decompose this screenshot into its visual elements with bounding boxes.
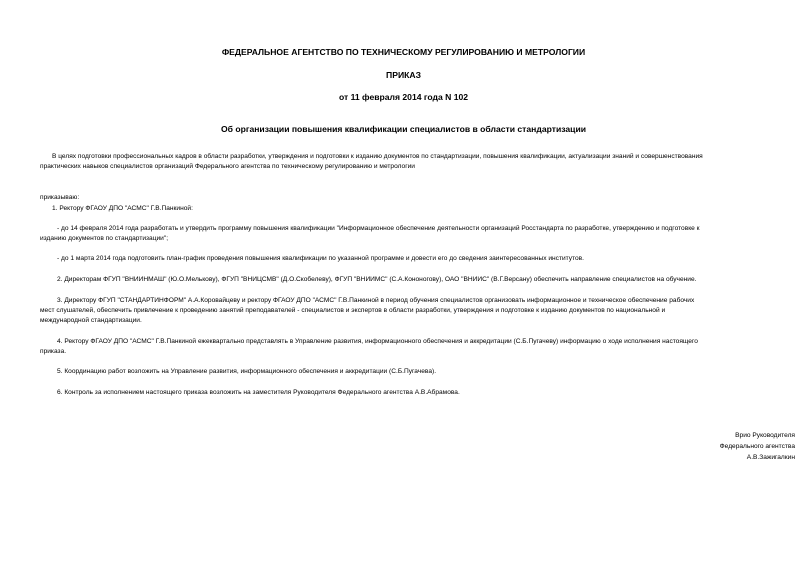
doc-subject: Об организации повышения квалификации специалистов в области стандартизации [220,124,587,134]
intro-line-1: В целях подготовки профессиональных кадров в области разработки, утверждения и подготовки к изданию документов по стандартизации, повышения квалификации, актуализации знаний и совершенствования [52,153,703,160]
item-4-line-1: 4. Ректору ФГАОУ ДПО "АСМС" Г.В.Панкиной ежеквартально представлять в Управление развития, информационного обеспечения и аккредитации (С.Б.Пугачеву) информацию о ходе исполнения настоящего [57,338,698,345]
signature-name: А.В.Зажигалкин [746,454,795,461]
order-word: приказываю: [40,194,80,201]
doc-type: ПРИКАЗ [386,70,421,80]
item-1b: - до 1 марта 2014 года подготовить план-график проведения повышения квалификации по указанной программе и довести его до сведения заинтересованных институтов. [57,255,585,262]
item-6: 6. Контроль за исполнением настоящего приказа возложить на заместителя Руководителя Федерального агентства А.В.Абрамова. [57,389,460,396]
signature-position: Врио Руководителя [735,432,795,439]
intro-line-2: практических навыков специалистов организаций Федерального агентства по техническому регулированию и метрологии [40,163,415,170]
item-3-line-1: 3. Директору ФГУП "СТАНДАРТИНФОРМ" А.А.Коровайцеву и ректору ФГАОУ ДПО "АСМС" Г.В.Панкиной в период обучения специалистов организовать информационное и техническое обеспечение рабочих [57,297,695,304]
item-1a-line-1: - до 14 февраля 2014 года разработать и утвердить программу повышения квалификации "Информационное обеспечение деятельности организаций Росстандарта по разработке, утверждению и подготовке к [57,225,700,232]
item-3-line-3: международной стандартизации. [40,317,142,324]
item-5: 5. Координацию работ возложить на Управление развития, информационного обеспечения и аккредитации (С.Б.Пугачева). [57,368,437,375]
item-1a-line-2: изданию документов по стандартизации"; [40,235,169,242]
signature-agency: Федерального агентства [719,443,795,450]
item-4-line-2: приказа. [40,348,67,355]
item-2: 2. Директорам ФГУП "ВНИИНМАШ" (Ю.О.Мелькову), ФГУП "ВНИЦСМВ" (Д.О.Скобелеву), ФГУП "ВНИИМС" (С.А.Кононогову), ОАО "ВНИИС" (В.Г.Версану) обеспечить направление специалистов на обучение. [57,276,697,283]
item-3-line-2: мест слушателей, обеспечить привлечение к проведению занятий преподавателей - специалистов и экспертов в области разработки, утверждения и подготовке к изданию документов по национальной и [40,307,666,314]
agency-title: ФЕДЕРАЛЬНОЕ АГЕНТСТВО ПО ТЕХНИЧЕСКОМУ РЕГУЛИРОВАНИЮ И МЕТРОЛОГИИ [221,47,586,57]
item-1: 1. Ректору ФГАОУ ДПО "АСМС" Г.В.Панкиной: [52,205,193,212]
doc-date: от 11 февраля 2014 года N 102 [338,92,469,102]
